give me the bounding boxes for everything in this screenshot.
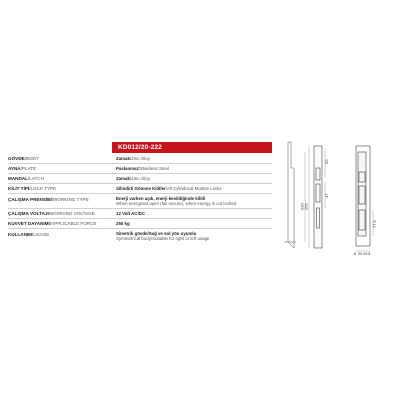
side-profile-view bbox=[284, 142, 296, 248]
technical-drawing bbox=[278, 138, 398, 258]
spec-row-usage: KULLANIM/USAGE Simetrik gövde/Sağ ve sol yön uyumlu Symmetrical body/Suitable for right or left usage bbox=[8, 231, 210, 241]
dim-front-4: 230 bbox=[299, 203, 305, 210]
spec-table bbox=[8, 154, 272, 244]
spec-row-latch: MANDAL/LATCH Zamak/Zinc Alloy bbox=[8, 174, 272, 184]
spec-row-applicable-force: KUVVET DAYANIMI/APPLICABLE FORCE 250 kg bbox=[8, 219, 272, 229]
dim-detail-1: 77.5 bbox=[372, 220, 377, 228]
spec-row-lock-type: KİLİT TİPİ/LOCK TYPE Silindirli Gömme Kilitler/All Cylindrical Mortise Locks bbox=[8, 184, 272, 194]
spec-row-working-voltage: ÇALIŞMA VOLTAJI/WORKING VOLTAGE 12 Volt AC/DC bbox=[8, 209, 272, 219]
dim-front-1: 50 bbox=[324, 159, 329, 164]
dim-detail-3: 25 bbox=[358, 251, 363, 256]
spec-row-body: GÖVDE/BODY Zamak/Zinc Alloy bbox=[8, 154, 272, 164]
detail-view bbox=[356, 146, 370, 246]
front-view bbox=[314, 146, 322, 248]
spec-row-working-type: ÇALIŞMA PRENSİBİ/WORKING TYPE Enerji varken açık, enerji kesildiğinde kilitli When energized open (fail secure), when energy is cut locked bbox=[8, 194, 272, 209]
spec-row-plate: AYNA/PLATE Paslanmaz/Stainless Steel bbox=[8, 164, 272, 174]
dim-front-2: 47 bbox=[324, 193, 329, 198]
dim-detail-5: 3 bbox=[368, 251, 371, 256]
dim-detail-2: 8 bbox=[354, 251, 357, 256]
dim-front-3: 256 bbox=[303, 203, 309, 210]
dim-detail-4: 19 bbox=[363, 251, 368, 256]
product-code-header: KD012/20-222 bbox=[112, 142, 272, 153]
